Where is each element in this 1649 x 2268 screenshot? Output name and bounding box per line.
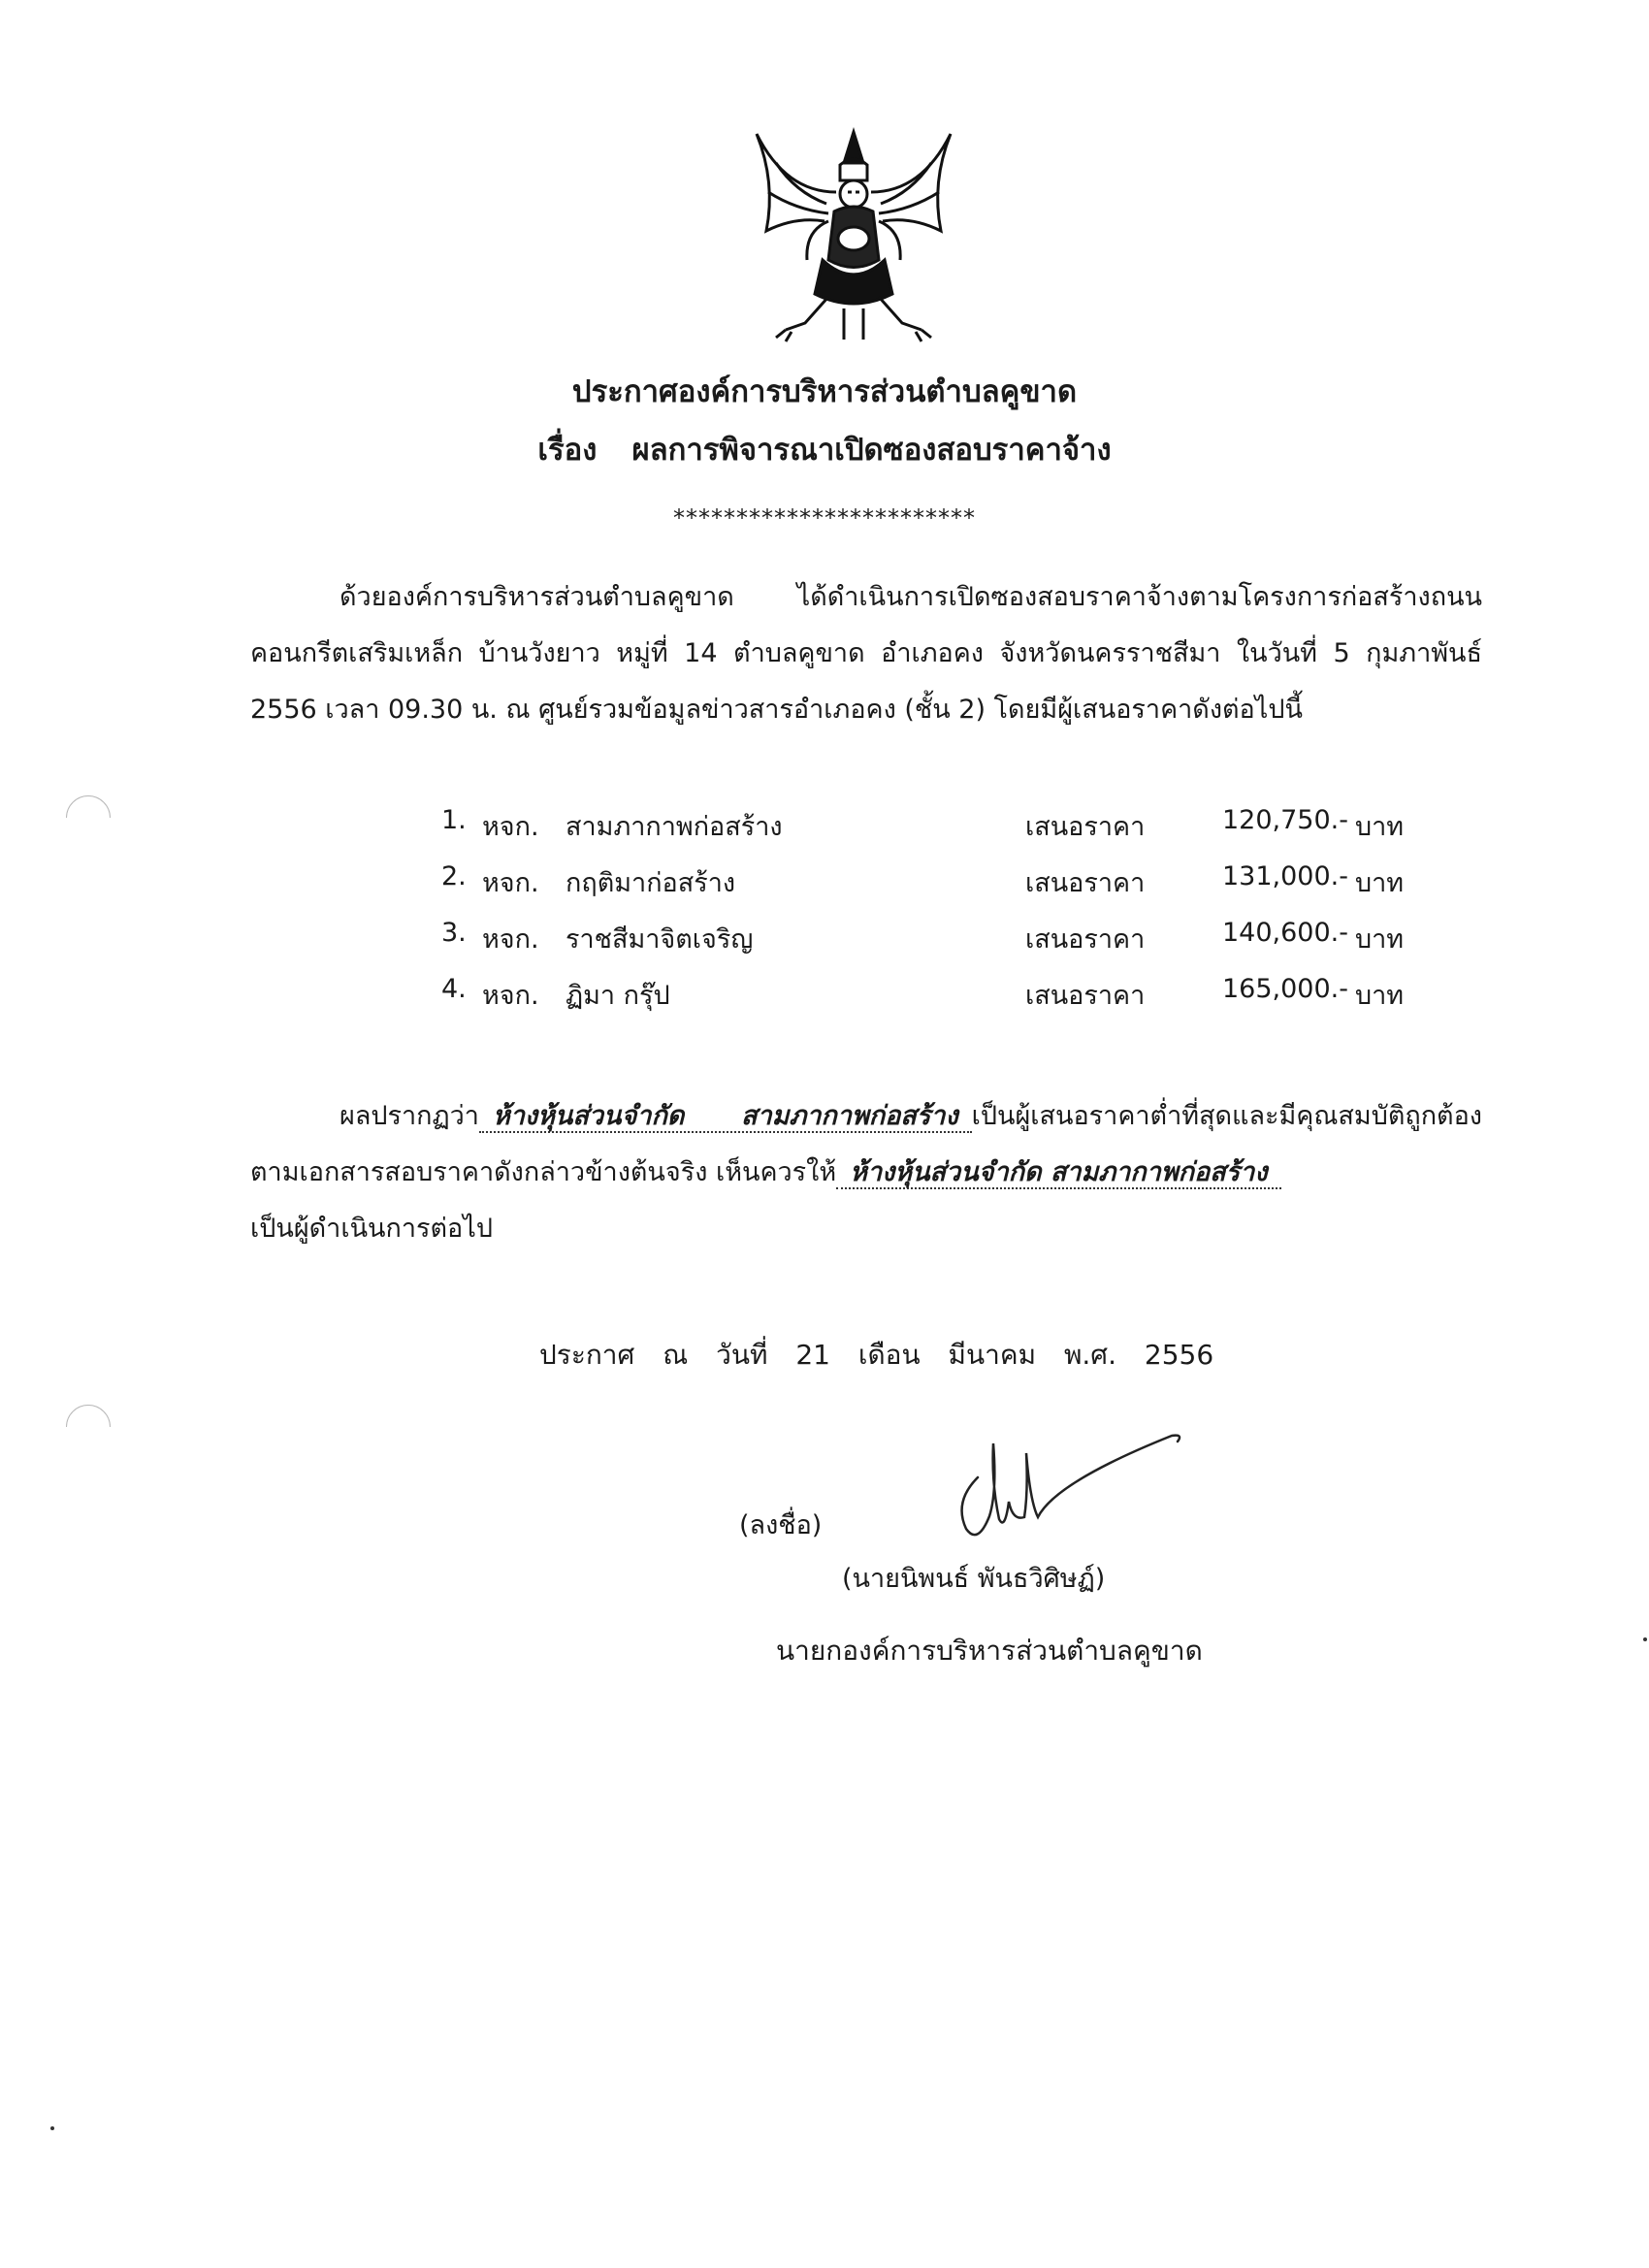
intro-text: ด้วยองค์การบริหารส่วนตำบลคูขาด ได้ดำเนินการเปิดซองสอบราคาจ้างตามโครงการก่อสร้างถนนคอนกรีตเสริมเหล็ก บ้านวังยาว หมู่ที่ 14 ตำบลคูขาด อำเภอคง จังหวัดนครราชสีมา ในวันที่ 5 กุมภาพันธ์ 2556 เวลา 09.30 น. ณ ศูนย์รวมข้อมูลข่าวสารอำเภอคง (ชั้น 2) โดยมีผู้เสนอราคาดังต่อไปนี้ [250, 582, 1482, 725]
bid-amount: 120,750.- [1222, 805, 1348, 835]
bid-unit: บาท [1355, 812, 1405, 842]
date-at: ณ [663, 1339, 689, 1371]
bidder-row [441, 805, 1431, 861]
bid-amount: 131,000.- [1222, 861, 1348, 891]
result-paragraph [250, 1088, 1482, 1257]
bid-amount: 165,000.- [1222, 974, 1348, 1004]
result-text-3: เป็นผู้ดำเนินการต่อไป [250, 1214, 493, 1244]
bidder-number: 4. [441, 974, 467, 1004]
bidder-prefix: หจก. [482, 812, 539, 842]
date-prefix: ประกาศ [539, 1339, 635, 1371]
subject-text: ผลการพิจารณาเปิดซองสอบราคาจ้าง [631, 433, 1112, 468]
bid-amount: 140,600.- [1222, 918, 1348, 948]
bidder-name: ฏิมา กรุ๊ป [566, 981, 670, 1011]
bidder-number: 3. [441, 918, 467, 948]
separator: ************************ [673, 504, 976, 532]
year-value: 2556 [1144, 1339, 1214, 1371]
bid-label: เสนอราคา [1025, 981, 1146, 1011]
bidder-name: กฤติมาก่อสร้าง [566, 868, 736, 898]
punch-hole [66, 795, 111, 840]
bidder-number: 1. [441, 805, 467, 835]
bidder-row [441, 974, 1431, 1030]
bidder-list [441, 805, 1431, 1030]
result-text-1: ผลปรากฏว่า [340, 1101, 479, 1131]
punch-hole [66, 1405, 111, 1449]
bidder-row [441, 861, 1431, 918]
bidder-row [441, 918, 1431, 974]
bidder-prefix: หจก. [482, 981, 539, 1011]
bidder-prefix: หจก. [482, 924, 539, 955]
winner-name-fill: ห้างหุ้นส่วนจำกัด สามภากาพก่อสร้าง [479, 1101, 972, 1133]
day-value: 21 [795, 1339, 830, 1371]
garuda-emblem [747, 124, 960, 347]
handwritten-signature [949, 1424, 1201, 1550]
speck [50, 2126, 54, 2130]
bidder-number: 2. [441, 861, 467, 891]
announcement-title: ประกาศองค์การบริหารส่วนตำบลคูขาด [571, 374, 1078, 409]
era-label: พ.ศ. [1063, 1339, 1116, 1371]
bid-label: เสนอราคา [1025, 868, 1146, 898]
announcement-date [539, 1334, 1233, 1377]
bid-label: เสนอราคา [1025, 812, 1146, 842]
speck [1643, 1637, 1647, 1641]
bid-label: เสนอราคา [1025, 924, 1146, 955]
bid-unit: บาท [1355, 924, 1405, 955]
month-value: มีนาคม [948, 1339, 1037, 1371]
signer-name: (นายนิพนธ์ พันธวิศิษฏ์) [842, 1564, 1106, 1594]
bidder-prefix: หจก. [482, 868, 539, 898]
bidder-name: ราชสีมาจิตเจริญ [566, 924, 754, 955]
winner-name-fill: ห้างหุ้นส่วนจำกัด สามภากาพก่อสร้าง [836, 1157, 1280, 1189]
sign-label: (ลงชื่อ) [739, 1510, 823, 1540]
bid-unit: บาท [1355, 868, 1405, 898]
day-label: วันที่ [716, 1339, 768, 1371]
bidder-name: สามภากาพก่อสร้าง [566, 812, 783, 842]
announcement-subject [0, 425, 1649, 473]
signer-position: นายกองค์การบริหารส่วนตำบลคูขาด [776, 1635, 1203, 1667]
intro-paragraph [250, 569, 1482, 738]
result-text-2: เป็นผู้เสนอราคาต่ำที่สุดและมีคุณสมบัติถูกต้องตามเอกสารสอบราคาดังกล่าวข้างต้นจริง เห็นควรให้ [250, 1101, 1482, 1187]
bid-unit: บาท [1355, 981, 1405, 1011]
month-label: เดือน [857, 1339, 921, 1371]
subject-label: เรื่อง [537, 433, 598, 468]
